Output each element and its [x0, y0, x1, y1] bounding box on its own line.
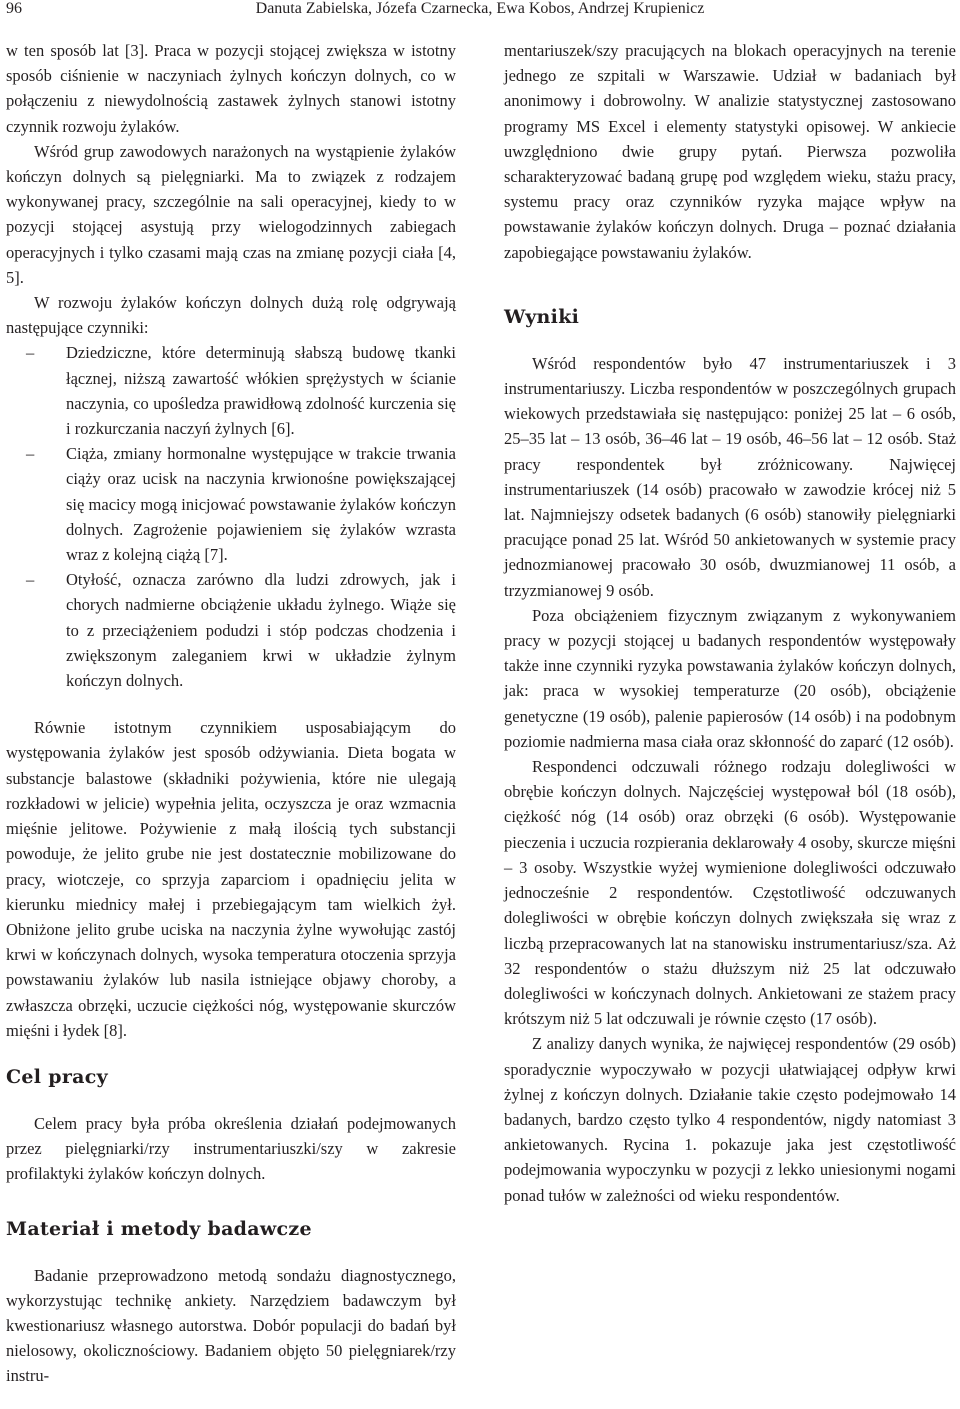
paragraph: Wśród respondentów było 47 instrumentariuszek i 3 instrumentariuszy. Liczba respondentów w poszczególnych grupach wiekowych przedstawiała się następująco: poniżej 25 lat – 6 osób, 25–35 lat – 13 osób, 36–46 lat – 19 osób, 46–56 lat – 12 osób. Staż pracy respondentek był zróżnicowany. Najwięcej instrumentariuszek (14 osób) pracowało w zawodzie krócej niż 5 lat. Najmniejszy odsetek badanych (6 osób) stanowiły pielęgniarki pracujące ponad 25 lat. Wśród 50 ankietowanych w systemie pracy jednozmianowej pracowało 30 osób, dwuzmianowej 11 osób, a trzyzmianowej 9 osób.: [504, 353, 956, 600]
list-item-text: Otyłość, oznacza zarówno dla ludzi zdrowych, jak i chorych nadmierne obciążenie układu żylnego. Wiąże się to z przeciążeniem podudzi i stóp podczas chodzenia i zwiększonym zaleganiem krwi w układzie żylnym kończyn dolnych.: [66, 570, 456, 691]
paragraph: mentariuszek/szy pracujących na blokach operacyjnych na terenie jednego ze szpitali w Warszawie. Udział w badaniach był anonimowy i dobrowolny. W analizie statystycznej zastosowano programy MS Excel i elementy statystyki opisowej. W ankiecie uwzględniono dwie grupy pytań. Pierwsza pozwoliła scharakteryzować badaną grupę pod względem wieku, stażu pracy, systemu pracy oraz czynników ryzyka mające wpływ na powstawanie żylaków kończyn dolnych. Druga – poznać działania zapobiegające powstawaniu żylaków.: [504, 41, 956, 262]
paragraph: w ten sposób lat [3]. Praca w pozycji stojącej zwiększa w istotny sposób ciśnienie w naczyniach żylnych kończyn dolnych, co w połączeniu z niewydolnością zastawek żylnych stanowi istotny czynnik rozwoju żylaków.: [6, 41, 456, 136]
paragraph: Równie istotnym czynnikiem usposabiającym do występowania żylaków jest sposób odżywiania. Dieta bogata w substancje balastowe (składniki pożywienia, które nie ulegają rozkładowi w jelicie) wypełnia jelita, oczyszcza je oraz wzmacnia mięśnie jelitowe. Pożywienie z małą ilością tych substancji powoduje, że jelito grube nie jest dostatecznie mobilizowane do pracy, wiotczeje, co sprzyja zaparciom i opadnięciu jelita w kierunku miednicy małej i przebiegającym tam wielkich żył. Obniżone jelito grube uciska na naczynia żylne wywołując zastój krwi w kończynach dolnych, wysoka temperatura otoczenia sprzyja powstawaniu żylaków lub nasila istniejące objawy choroby, a zwłaszcza obrzęki, uczucie ciężkości nóg, występowanie skurczów mięśni i łydek [8].: [6, 718, 456, 1040]
list-item-text: Ciąża, zmiany hormonalne występujące w trakcie trwania ciąży oraz ucisk na naczynia krwionośne powiększającej się macicy mogą inicjować powstawanie żylaków kończyn dolnych. Zagrożenie pojawieniem się żylaków wzrasta wraz z kolejną ciążą [7].: [66, 444, 456, 565]
paragraph: W rozwoju żylaków kończyn dolnych dużą rolę odgrywają następujące czynniki:: [6, 293, 456, 338]
risk-factor-list: [6, 340, 456, 693]
paragraph: Celem pracy była próba określenia działań podejmowanych przez pielęgniarki/rzy instrumentariuszki/szy w zakresie profilaktyki żylaków kończyn dolnych.: [6, 1113, 456, 1184]
page-number: 96: [6, 0, 22, 17]
running-head: Danuta Zabielska, Józefa Czarnecka, Ewa Kobos, Andrzej Krupienicz: [255, 0, 705, 17]
paragraph: Wśród grup zawodowych narażonych na wystąpienie żylaków kończyn dolnych są pielęgniarki. Ma to związek z rodzajem wykonywanej pracy, szczególnie na sali operacyjnej, kiedy to w pozycji stojącej asystują przy wielogodzinnych zabiegach operacyjnych i tylko czasami mają czas na zmianę pozycji ciała [4, 5].: [6, 141, 456, 287]
list-item: [6, 441, 456, 567]
list-item: [6, 340, 456, 441]
right-column: [504, 38, 956, 1208]
list-item: [6, 567, 456, 693]
list-item-text: Dziedziczne, które determinują słabszą budowę tkanki łącznej, niższą zawartość włókien sprężystych w ścianie naczynia, co upośledza prawidłową zdolność kurczenia się i rozkurczania naczyń żylnych [6].: [66, 343, 456, 439]
paragraph: Badanie przeprowadzono metodą sondażu diagnostycznego, wykorzystując technikę ankiety. Narzędziem badawczym był kwestionariusz własnego autorstwa. Dobór populacji do badań był nielosowy, okolicznościowy. Badaniem objęto 50 pielęgniarek/rzy instru-: [6, 1265, 456, 1386]
section-heading-wyniki: Wyniki: [504, 305, 580, 328]
paragraph: Poza obciążeniem fizycznym związanym z wykonywaniem pracy w pozycji stojącej u badanych respondentów występowały także inne czynniki ryzyka powstawania żylaków kończyn dolnych, jak: praca w wysokiej temperaturze (20 osób), obciążenie genetyczne (19 osób), palenie papierosów (14 osób) i na podobnym poziomie nadmierna masa ciała oraz skłonność do zaparć (12 osób).: [504, 605, 956, 751]
list-dash: –: [26, 570, 35, 590]
page-header: [0, 0, 960, 22]
section-heading-material-i-metody: Materiał i metody badawcze: [6, 1217, 312, 1240]
paragraph: Respondenci odczuwali różnego rodzaju dolegliwości w obrębie kończyn dolnych. Najczęściej występował ból (18 osób), ciężkość nóg (14 osób) oraz obrzęki (6 osób). Występowanie pieczenia i uczucia rozpierania deklarowały 4 osoby, skurcze mięśni – 3 osoby. Wszystkie wyżej wymienione dolegliwości odczuwało jednocześnie 2 respondentów. Częstotliwość odczuwanych dolegliwości w obrębie kończyn dolnych zwiększała się wraz z liczbą przepracowanych lat na stanowisku instrumentariusz/sza. Aż 32 respondentów o stażu dłuższym niż 25 lat odczuwało dolegliwości w kończynach dolnych. Ankietowani ze stażem pracy krótszym niż 5 lat odczuwali je równie często (17 osób).: [504, 757, 956, 1029]
section-heading-cel-pracy: Cel pracy: [6, 1065, 108, 1088]
list-dash: –: [26, 444, 35, 464]
list-dash: –: [26, 343, 35, 363]
paragraph: Z analizy danych wynika, że najwięcej respondentów (29 osób) sporadycznie wypoczywało w pozycji ułatwiającej odpływ krwi żylnej z kończyn dolnych. Działanie takie często podejmowało 14 badanych, bardzo często tylko 4 respondentów, nigdy natomiast 3 ankietowanych. Rycina 1. pokazuje jaka jest częstotliwość podejmowania wypoczynku w pozycji z lekko uniesionymi nogami ponad tułów w zależności od wieku respondentów.: [504, 1034, 956, 1205]
left-column: [6, 38, 456, 1389]
